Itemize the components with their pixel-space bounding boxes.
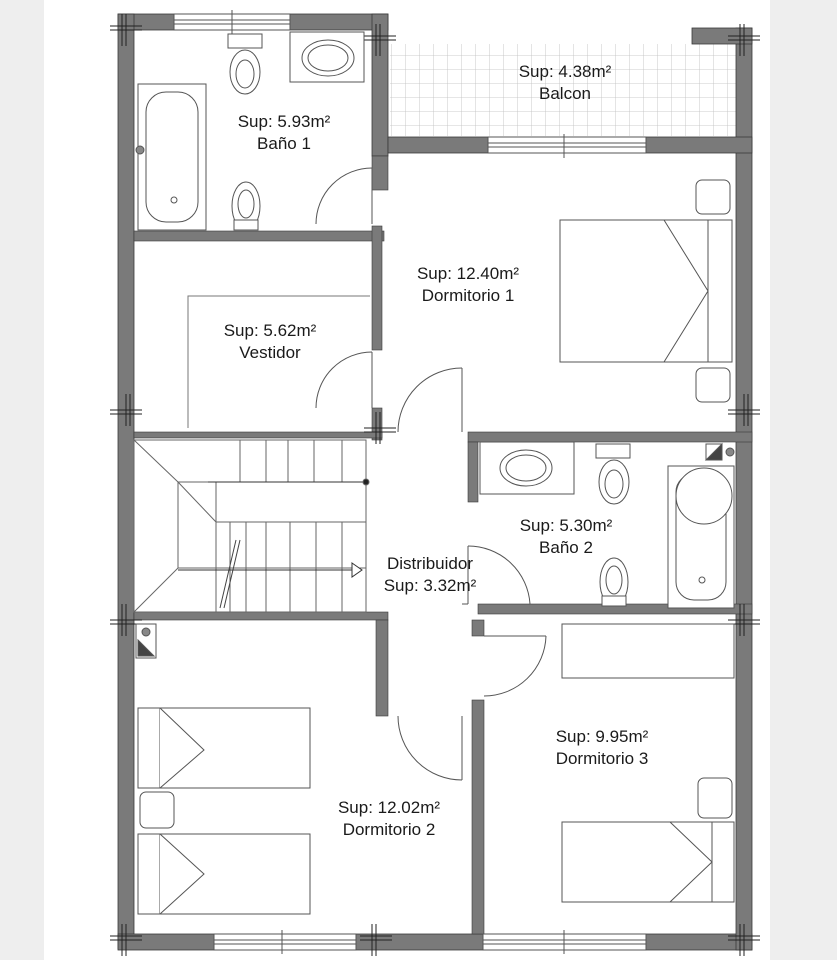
room-area: Sup: 4.38m² bbox=[518, 62, 612, 81]
bidet-icon-2 bbox=[600, 558, 628, 606]
room-area: Sup: 9.95m² bbox=[555, 727, 649, 746]
room-label-dormitorio-3 bbox=[556, 726, 649, 770]
toilet-icon bbox=[228, 34, 262, 94]
room-area: Sup: 3.32m² bbox=[383, 576, 477, 595]
double-bed-icon bbox=[560, 180, 732, 402]
room-name: Vestidor bbox=[239, 343, 301, 362]
bathtub-icon bbox=[136, 84, 206, 230]
room-label-dormitorio-1 bbox=[417, 263, 519, 307]
bidet-icon bbox=[232, 182, 260, 230]
room-area: Sup: 5.62m² bbox=[223, 321, 317, 340]
room-label-distribuidor bbox=[384, 553, 477, 597]
right-margin bbox=[770, 0, 837, 960]
room-name: Dormitorio 1 bbox=[421, 286, 515, 305]
room-name: Distribuidor bbox=[387, 554, 473, 573]
room-label-bano-1 bbox=[238, 111, 331, 155]
room-label-dormitorio-2 bbox=[338, 797, 440, 841]
room-name: Dormitorio 3 bbox=[555, 749, 649, 768]
room-name: Balcon bbox=[539, 84, 591, 103]
room-name: Dormitorio 2 bbox=[342, 820, 436, 839]
toilet-icon-2 bbox=[596, 444, 630, 504]
room-area: Sup: 12.40m² bbox=[416, 264, 520, 283]
sink-icon bbox=[290, 32, 364, 82]
room-area: Sup: 12.02m² bbox=[337, 798, 441, 817]
bathtub-icon-2 bbox=[668, 444, 734, 608]
sink-icon-2 bbox=[480, 442, 574, 494]
room-area: Sup: 5.30m² bbox=[519, 516, 613, 535]
twin-beds-icon bbox=[136, 624, 310, 914]
room-name: Baño 2 bbox=[539, 538, 593, 557]
staircase bbox=[134, 440, 369, 612]
room-label-vestidor bbox=[224, 320, 317, 364]
room-area: Sup: 5.93m² bbox=[237, 112, 331, 131]
room-label-bano-2 bbox=[520, 515, 613, 559]
room-label-balcon bbox=[519, 61, 612, 105]
room-name: Baño 1 bbox=[257, 134, 311, 153]
left-margin bbox=[0, 0, 44, 960]
